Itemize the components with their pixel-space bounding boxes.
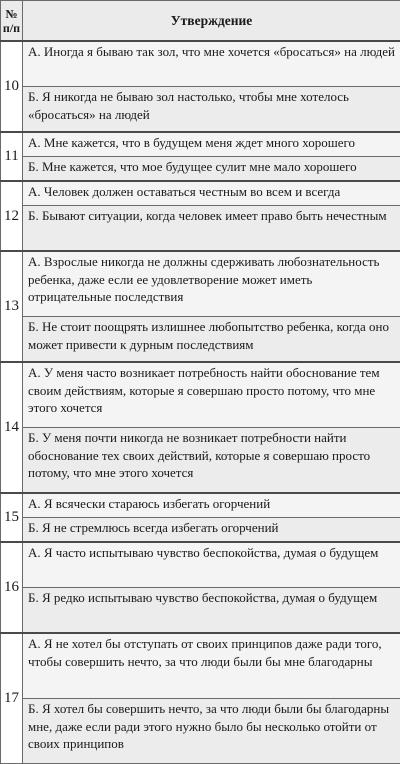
table-row (1, 251, 400, 317)
statement-b: Б. Я не стремлюсь всегда избегать огорчений (23, 518, 400, 543)
table-row (1, 206, 400, 252)
table-row (1, 588, 400, 634)
statement-a: А. Я не хотел бы отступать от своих принципов даже ради того, чтобы совершить нечто, за что люди были бы мне благодарны (23, 633, 400, 699)
table-row (1, 493, 400, 518)
statement-b: Б. Бывают ситуации, когда человек имеет право быть нечестным (23, 206, 400, 252)
table-row (1, 699, 400, 764)
table-row (1, 542, 400, 588)
item-number: 14 (1, 362, 23, 493)
item-number: 12 (1, 181, 23, 251)
table-row (1, 518, 400, 543)
table-row (1, 362, 400, 428)
table-header-row (1, 1, 400, 42)
table-row (1, 317, 400, 363)
item-number: 17 (1, 633, 23, 764)
item-number: 13 (1, 251, 23, 362)
item-number: 15 (1, 493, 23, 542)
statement-a: А. Иногда я бываю так зол, что мне хочется «бросаться» на людей (23, 41, 400, 87)
table-row (1, 181, 400, 206)
statement-a: А. Я часто испытываю чувство беспокойства, думая о будущем (23, 542, 400, 588)
table-row (1, 87, 400, 133)
table-row (1, 41, 400, 87)
number-column-header: № п/п (1, 1, 23, 42)
table-row (1, 428, 400, 494)
item-number: 11 (1, 132, 23, 181)
statement-a: А. Взрослые никогда не должны сдерживать любознательность ребенка, даже если ее удовлетворение может иметь отрицательные последствия (23, 251, 400, 317)
statement-b: Б. Я хотел бы совершить нечто, за что люди были бы благодарны мне, даже если ради этого нужно было бы несколько отойти от своих принципов (23, 699, 400, 764)
statement-b: Б. Я редко испытываю чувство беспокойства, думая о будущем (23, 588, 400, 634)
statement-a: А. У меня часто возникает потребность найти обоснование тем своим действиям, которые я совершаю просто потому, что мне этого хочется (23, 362, 400, 428)
statement-b: Б. Мне кажется, что мое будущее сулит мне мало хорошего (23, 157, 400, 182)
table-row (1, 132, 400, 157)
item-number: 16 (1, 542, 23, 633)
statement-a: А. Мне кажется, что в будущем меня ждет много хорошего (23, 132, 400, 157)
statement-a: А. Человек должен оставаться честным во всем и всегда (23, 181, 400, 206)
item-number: 10 (1, 41, 23, 132)
statement-b: Б. У меня почти никогда не возникает потребности найти обоснование тех своих действий, которые я совершаю просто потому, что мне этого хочется (23, 428, 400, 494)
statement-column-header: Утверждение (23, 1, 400, 42)
statement-b: Б. Не стоит поощрять излишнее любопытство ребенка, когда оно может привести к дурным последствиям (23, 317, 400, 363)
table-row (1, 157, 400, 182)
statement-a: А. Я всячески стараюсь избегать огорчений (23, 493, 400, 518)
statement-b: Б. Я никогда не бываю зол настолько, чтобы мне хотелось «бросаться» на людей (23, 87, 400, 133)
